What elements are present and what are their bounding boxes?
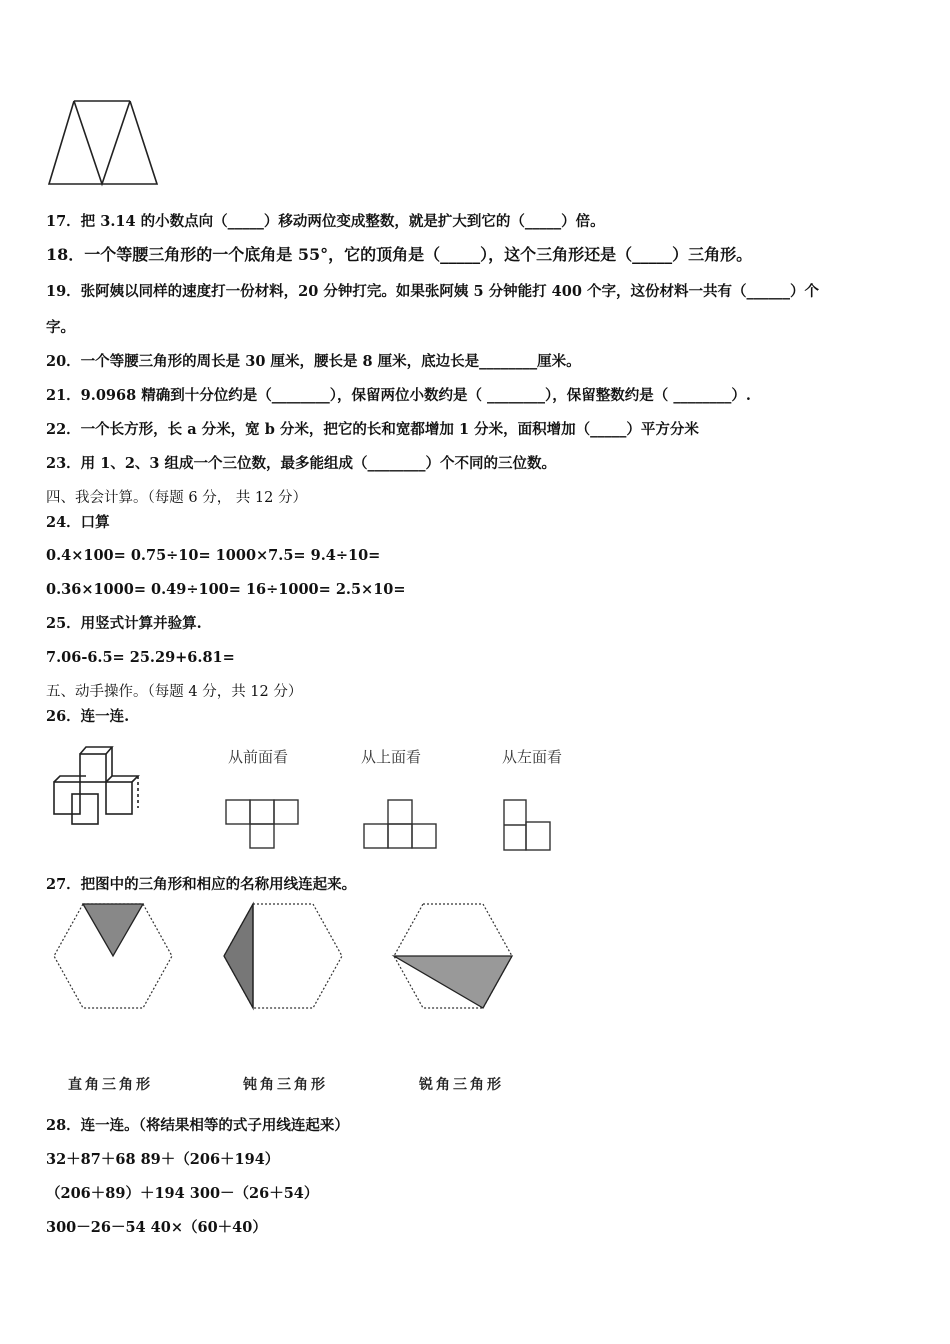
- hexagon-figure-3: [390, 900, 516, 1012]
- question-19-continued: 字。: [46, 319, 75, 336]
- oral-calc-row-1: 0.4×100= 0.75÷10= 1000×7.5= 9.4÷10=: [46, 547, 381, 564]
- question-19: 19．张阿姨以同样的速度打一份材料，20 分钟打完。如果张阿姨 5 分钟能打 400 个字，这份材料一共有（______）个: [46, 283, 819, 300]
- left-view-shape: [502, 798, 558, 854]
- triangle-name-obtuse: 钝角三角形: [243, 1077, 328, 1093]
- question-26: 26．连一连.: [46, 708, 130, 725]
- front-view-shape: [224, 798, 304, 850]
- section-5-title: 五、动手操作。（每题 4 分，共 12 分）: [46, 684, 303, 700]
- question-28: 28．连一连。（将结果相等的式子用线连起来）: [46, 1117, 349, 1134]
- question-22: 22．一个长方形，长 a 分米，宽 b 分米，把它的长和宽都增加 1 分米，面积增加（_____）平方分米: [46, 421, 699, 438]
- question-20: 20．一个等腰三角形的周长是 30 厘米，腰长是 8 厘米，底边长是________厘米。: [46, 353, 581, 370]
- question-24: 24．口算: [46, 514, 110, 531]
- hexagon-figure-2: [220, 900, 346, 1012]
- question-27: 27．把图中的三角形和相应的名称用线连起来。: [46, 876, 357, 893]
- section-4-title: 四、我会计算。（每题 6 分， 共 12 分）: [46, 490, 307, 506]
- vertical-calc-row: 7.06-6.5= 25.29+6.81=: [46, 649, 235, 666]
- view-label-top: 从上面看: [361, 748, 422, 766]
- expression-row-1: 32＋87＋68 89＋（206＋194）: [46, 1151, 280, 1168]
- top-view-shape: [362, 798, 442, 852]
- triangle-name-acute: 锐角三角形: [419, 1077, 504, 1093]
- expression-row-2: （206＋89）＋194 300－（26＋54）: [46, 1185, 319, 1202]
- hexagon-figure-1: [50, 900, 176, 1012]
- triangle-name-right: 直角三角形: [68, 1077, 153, 1093]
- view-label-left: 从左面看: [502, 748, 563, 766]
- question-18: 18．一个等腰三角形的一个底角是 55°，它的顶角是（_____），这个三角形还是（_____）三角形。: [46, 245, 753, 264]
- question-17: 17．把 3.14 的小数点向（_____）移动两位变成整数，就是扩大到它的（_____）倍。: [46, 213, 605, 230]
- expression-row-3: 300－26－54 40×（60＋40）: [46, 1219, 267, 1236]
- cube-stack-figure: [48, 744, 148, 830]
- question-21: 21．9.0968 精确到十分位约是（________），保留两位小数约是（ ________），保留整数约是（ ________）.: [46, 387, 751, 404]
- triangles-figure: [46, 98, 162, 188]
- oral-calc-row-2: 0.36×1000= 0.49÷100= 16÷1000= 2.5×10=: [46, 581, 406, 598]
- view-label-front: 从前面看: [228, 748, 289, 766]
- question-23: 23．用 1、2、3 组成一个三位数，最多能组成（________）个不同的三位数。: [46, 455, 557, 472]
- question-25: 25．用竖式计算并验算.: [46, 615, 202, 632]
